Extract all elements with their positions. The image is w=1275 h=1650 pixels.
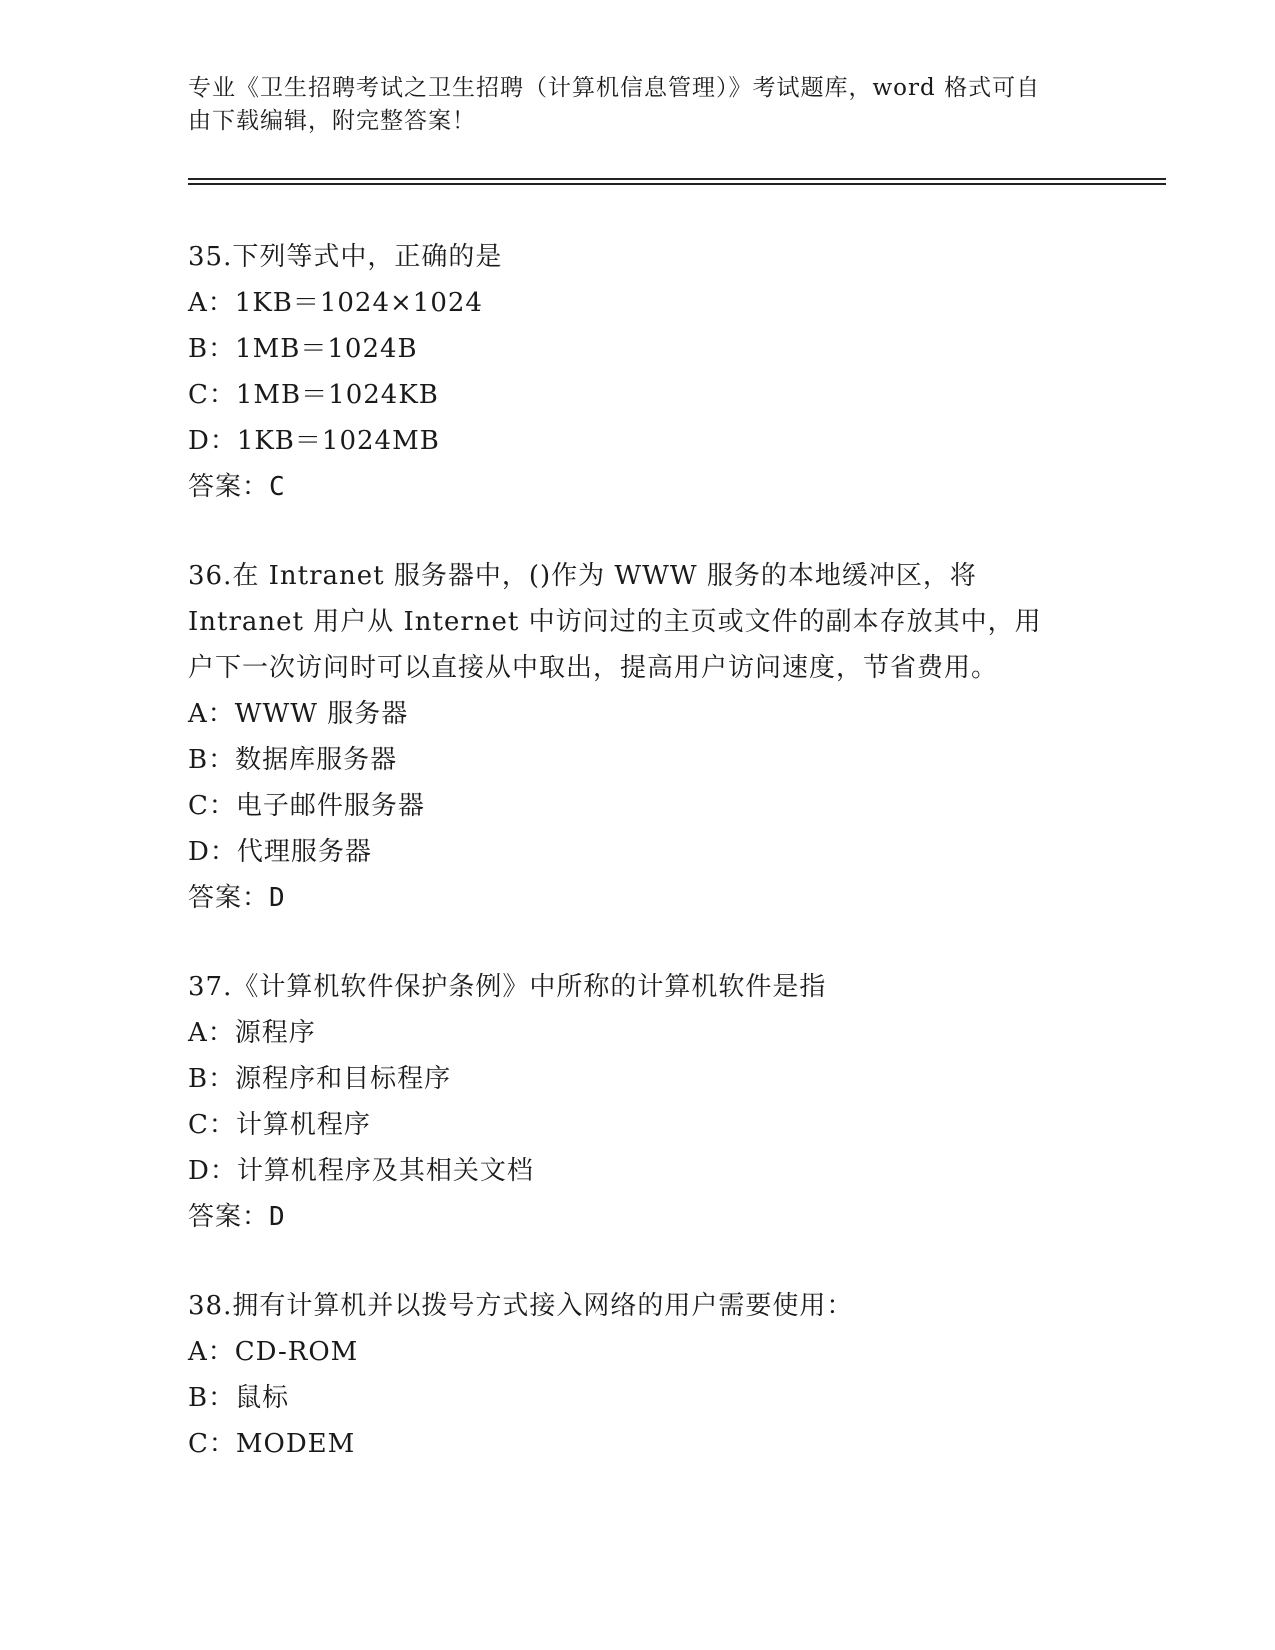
question-text: Intranet 用户从 Internet 中访问过的主页或文件的副本存放其中，用 — [188, 607, 1042, 637]
option-b: B：数据库服务器 — [188, 745, 398, 775]
question-text: 38.拥有计算机并以拨号方式接入网络的用户需要使用： — [188, 1291, 854, 1321]
question-text: 户下一次访问时可以直接从中取出，提高用户访问速度，节省费用。 — [188, 653, 999, 683]
question-38 — [188, 1283, 1088, 1467]
option-c: C：电子邮件服务器 — [188, 791, 425, 821]
answer-line: 答案：D — [188, 1202, 286, 1232]
question-35 — [188, 234, 1088, 510]
option-a: A：CD-ROM — [188, 1337, 359, 1367]
option-d: D：代理服务器 — [188, 837, 372, 867]
question-36 — [188, 553, 1088, 921]
document-header — [188, 72, 1068, 138]
header-line-2: 由下载编辑，附完整答案！ — [188, 108, 476, 134]
question-text: 35.下列等式中，正确的是 — [188, 242, 503, 272]
question-list — [188, 234, 1088, 1510]
header-line-1: 专业《卫生招聘考试之卫生招聘（计算机信息管理）》考试题库，word 格式可自 — [188, 75, 1041, 101]
option-c: C：计算机程序 — [188, 1110, 371, 1140]
answer-line: 答案：C — [188, 472, 286, 502]
option-a: A：源程序 — [188, 1018, 316, 1048]
answer-line: 答案：D — [188, 883, 286, 913]
header-divider-top — [188, 178, 1166, 180]
option-b: B：源程序和目标程序 — [188, 1064, 452, 1094]
option-c: C：1MB＝1024KB — [188, 380, 439, 410]
question-text: 36.在 Intranet 服务器中，()作为 WWW 服务的本地缓冲区，将 — [188, 561, 977, 591]
option-b: B：鼠标 — [188, 1383, 290, 1413]
question-text: 37.《计算机软件保护条例》中所称的计算机软件是指 — [188, 972, 827, 1002]
header-divider-bottom — [188, 183, 1166, 185]
question-37 — [188, 964, 1088, 1240]
option-d: D：1KB＝1024MB — [188, 426, 440, 456]
option-b: B：1MB＝1024B — [188, 334, 418, 364]
option-c: C：MODEM — [188, 1429, 356, 1459]
option-a: A：1KB＝1024×1024 — [188, 288, 483, 318]
option-a: A：WWW 服务器 — [188, 699, 409, 729]
option-d: D：计算机程序及其相关文档 — [188, 1156, 534, 1186]
